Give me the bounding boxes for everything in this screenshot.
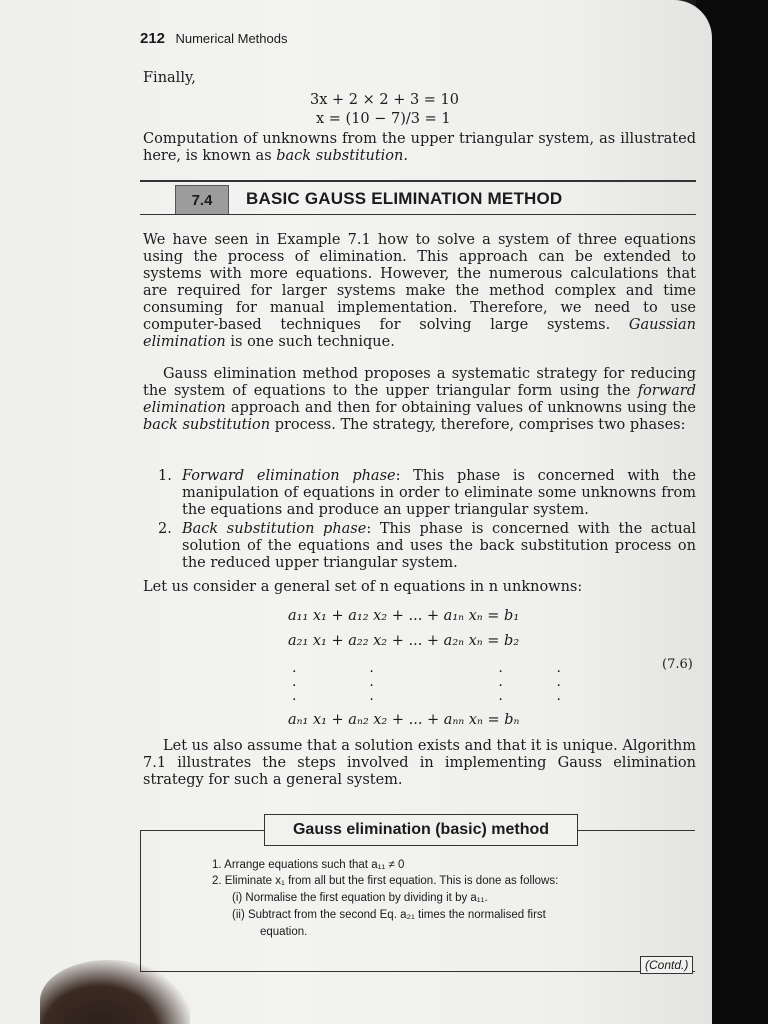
equation-line-1: 3x + 2 × 2 + 3 = 10 bbox=[310, 92, 460, 108]
section-underline bbox=[140, 214, 696, 215]
phase-text: : This phase is concerned with the actual solution of the equations and uses the back substitution process on the reduced upper triangular system. bbox=[182, 521, 696, 571]
vertical-dots: . . . . bbox=[292, 674, 563, 690]
equation-number: (7.6) bbox=[662, 657, 693, 672]
term-gaussian-elimination: Gaussian elimination bbox=[143, 317, 696, 350]
paragraph-text: approach and then for obtaining values of unknowns using the bbox=[225, 400, 696, 416]
algorithm-title: Gauss elimination (basic) method bbox=[264, 814, 578, 846]
term-forward-elimination: forward elimination bbox=[143, 383, 696, 416]
algorithm-substep-ii-cont: equation. bbox=[260, 926, 308, 938]
paragraph-text: Computation of unknowns from the upper triangular system, as illustrated here, is known as bbox=[143, 131, 696, 164]
finally-label: Finally, bbox=[143, 70, 196, 86]
vertical-dots: . . . . bbox=[292, 660, 563, 676]
paragraph-1 bbox=[143, 232, 696, 351]
list-number: 2. bbox=[158, 521, 172, 537]
algorithm-step-2: 2. Eliminate x₁ from all but the first equation. This is done as follows: bbox=[212, 875, 559, 887]
page-header bbox=[140, 30, 287, 48]
algorithm-substep-i: (i) Normalise the first equation by dividing it by a₁₁. bbox=[232, 892, 488, 904]
term-back-substitution: back substitution bbox=[143, 417, 271, 433]
system-row-1: a₁₁ x₁ + a₁₂ x₂ + ... + a₁ₙ xₙ = b₁ bbox=[288, 608, 520, 624]
back-substitution-paragraph bbox=[143, 131, 696, 165]
phase-term: Forward elimination phase bbox=[182, 468, 396, 484]
paragraph-3: Let us also assume that a solution exists and that it is unique. Algorithm 7.1 illustrates the steps involved in implementing Gauss elimination strategy for such a general system. bbox=[143, 738, 696, 788]
phase-text: : This phase is concerned with the manipulation of equations in order to eliminate some unknowns from the equations and produce an upper triangular system. bbox=[182, 468, 696, 518]
section-number: 7.4 bbox=[175, 185, 229, 215]
paragraph-text: is one such technique. bbox=[225, 334, 395, 350]
algorithm-step-1: 1. Arrange equations such that a₁₁ ≠ 0 bbox=[212, 859, 405, 871]
paragraph-text: process. The strategy, therefore, comprises two phases: bbox=[270, 417, 686, 433]
paragraph-text: We have seen in Example 7.1 how to solve a system of three equations using the process of elimination. This approach can be extended to systems with more equations. However, the numerous calculations that are required for larger systems make the method complex and time consuming for manual implementation. Therefore, we need to use computer-based techniques for solving large systems. bbox=[143, 232, 696, 333]
term-back-substitution: back substitution bbox=[276, 148, 404, 164]
phase-term: Back substitution phase bbox=[182, 521, 367, 537]
section-rule bbox=[140, 180, 696, 182]
paragraph-text: Gauss elimination method proposes a systematic strategy for reducing the system of equations to the upper triangular form using the bbox=[143, 366, 696, 399]
phase-item-forward bbox=[158, 468, 696, 519]
continued-label: (Contd.) bbox=[640, 956, 693, 974]
phase-item-back bbox=[158, 521, 696, 572]
algorithm-substep-ii: (ii) Subtract from the second Eq. a₂₁ times the normalised first bbox=[232, 909, 546, 921]
section-title: BASIC GAUSS ELIMINATION METHOD bbox=[246, 189, 563, 208]
system-row-n: aₙ₁ x₁ + aₙ₂ x₂ + ... + aₙₙ xₙ = bₙ bbox=[288, 712, 520, 728]
consider-line: Let us consider a general set of n equations in n unknowns: bbox=[143, 579, 583, 595]
paragraph-2 bbox=[143, 366, 696, 434]
paragraph-text: . bbox=[403, 148, 408, 164]
running-title: Numerical Methods bbox=[175, 31, 288, 46]
page-number: 212 bbox=[140, 30, 166, 47]
list-number: 1. bbox=[158, 468, 172, 484]
equation-line-2: x = (10 − 7)/3 = 1 bbox=[316, 111, 451, 127]
system-row-2: a₂₁ x₁ + a₂₂ x₂ + ... + a₂ₙ xₙ = b₂ bbox=[288, 633, 520, 649]
vertical-dots: . . . . bbox=[292, 688, 563, 704]
